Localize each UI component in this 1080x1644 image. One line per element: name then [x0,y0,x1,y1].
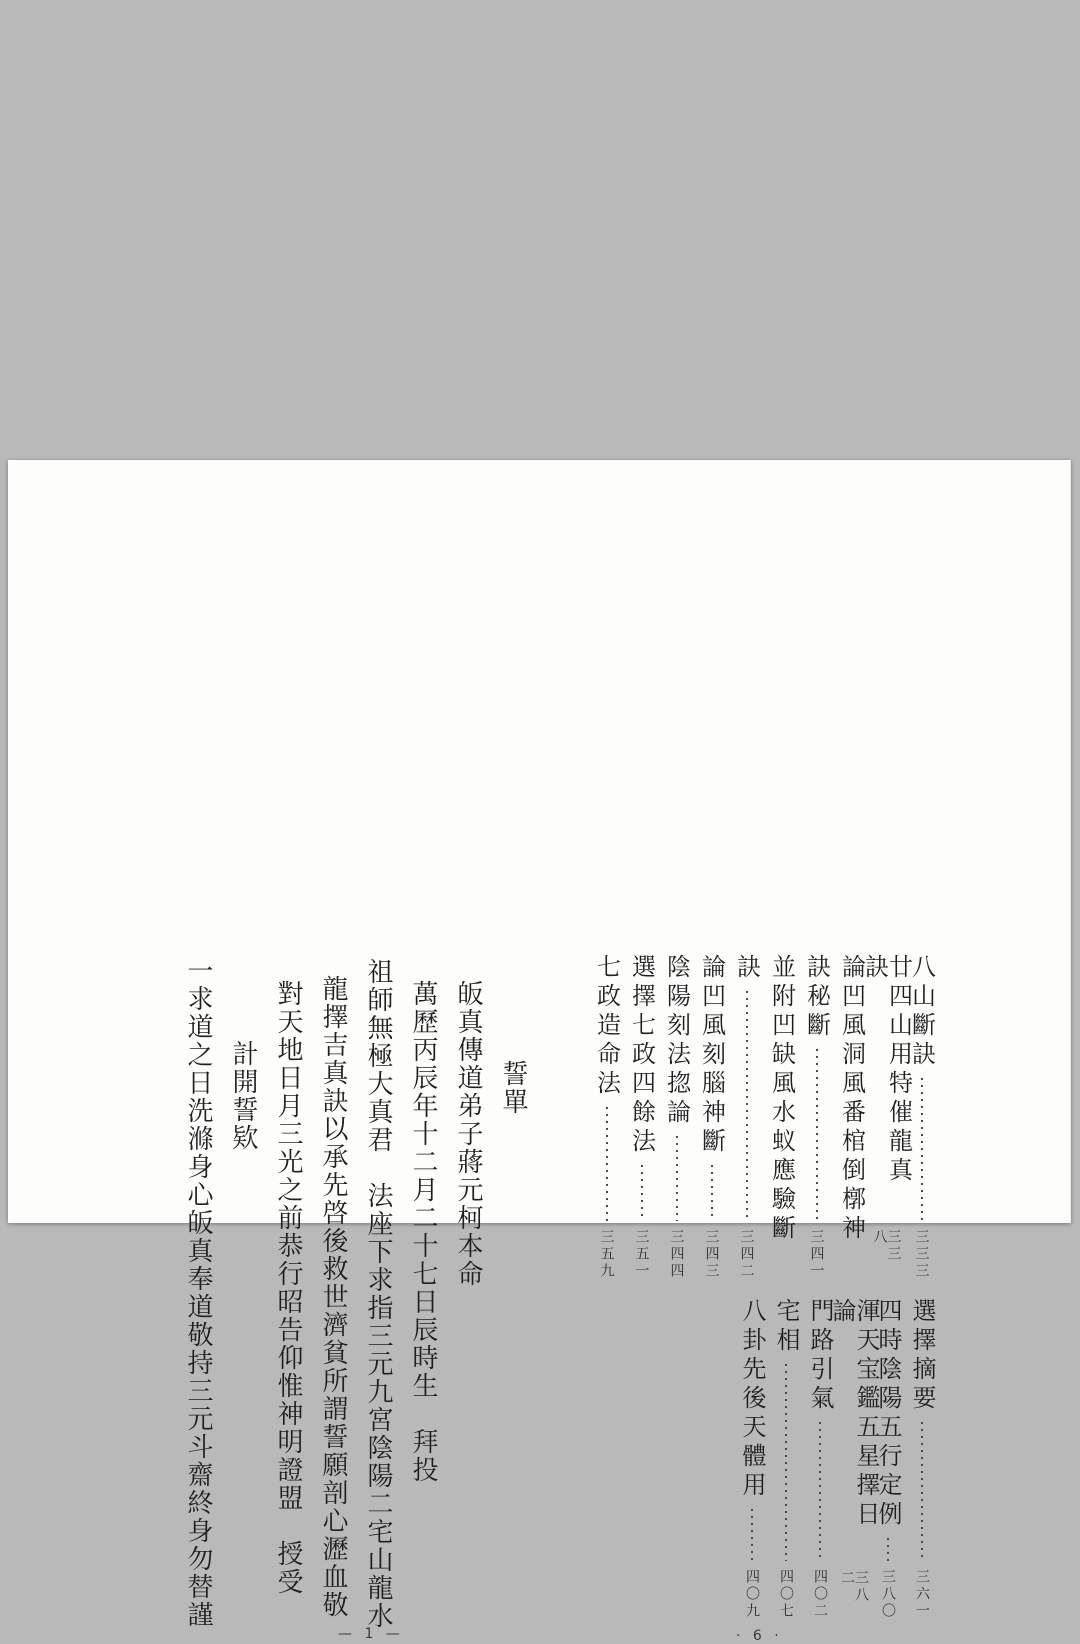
toc-entry-title: 訣秘斷 [802,954,831,1041]
folio-right: · 6 · [736,1628,783,1644]
toc-entry-page: 四〇七 [778,1569,794,1620]
toc-entry-title: 選擇七政四餘法 [627,954,656,1157]
oath-column: 萬歷丙辰年十二月二十七日辰時生 拜投 [408,980,438,1484]
toc-entry [729,954,764,1280]
toc-entry-title: 廿四山用特催龍真訣 [860,954,913,1186]
toc-entry [834,954,869,1280]
toc-entry-page: 三八〇 [880,1569,896,1620]
dotted-leader [676,1136,678,1221]
oath-column: 一求道之日洗滌身心皈真奉道敬持三元斗齋終身勿替謹 [183,957,213,1629]
toc-entry [769,1298,803,1620]
toc-entry-page: 三四二 [738,1229,755,1280]
toc-entry [905,1298,939,1620]
dotted-leader [921,1078,923,1221]
dotted-leader [785,1364,787,1561]
oath-title-column: 誓單 [498,1060,528,1116]
toc-entry [694,954,729,1280]
toc-entry-title: 並附凹缺風水蚁應驗斷 [767,954,796,1244]
toc-entry-page: 三五一 [633,1229,650,1280]
toc-entry-title: 宅相 [772,1298,800,1356]
toc-entry-title: 八山斷訣 [907,954,936,1070]
toc-entry [828,1298,880,1620]
dotted-leader [887,1538,889,1561]
toc-entry-title: 論凹風刻腦神斷 [697,954,726,1157]
toc-entry-page: 三六一 [914,1569,930,1620]
toc-section-2 [735,1298,939,1620]
toc-entry-title: 八卦先後天體用 [738,1298,766,1501]
toc-entry [799,954,834,1280]
toc-entry-page: 三三八 [871,1229,902,1264]
oath-column: 皈真傳道弟子蔣元柯本命 [453,980,483,1288]
toc-entry-page: 三四四 [668,1229,685,1280]
toc-entry [860,954,913,1280]
toc-entry-title: 四時陰陽五行定例 [874,1298,902,1530]
toc-entry [735,1298,769,1620]
oath-subtitle-column: 計開誓欵 [228,1040,258,1152]
folio-left: — 1 — [338,1626,404,1642]
toc-section-1 [589,954,939,1280]
toc-entry-page: 三四三 [703,1229,720,1280]
dotted-leader [816,1049,818,1221]
toc-entry-page: 三八二 [839,1569,869,1604]
toc-entry-title: 門路引氣 [806,1298,834,1414]
dotted-leader [606,1107,608,1221]
oath-column: 龍擇吉真訣以承先啓後救世濟貧所謂誓願剖心瀝血敬 [318,975,348,1619]
dotted-leader [751,1509,753,1561]
toc-entry-page: 三五九 [598,1229,615,1280]
toc-entry-page: 三三三 [913,1229,930,1280]
oath-text-block [166,955,528,1630]
toc-entry [589,954,624,1280]
toc-entry-title: 渾天宝鑑五星擇日論 [828,1298,880,1530]
toc-entry-title: 陰陽刻法㧾論 [662,954,691,1128]
dotted-leader [746,991,748,1221]
toc-entry [764,954,799,1280]
toc-entry-title: 七政造命法 [592,954,621,1099]
toc-entry-page: 三四一 [808,1229,825,1280]
toc-entry-title: 選擇摘要 [908,1298,936,1414]
toc-entry [624,954,659,1280]
dotted-leader [641,1165,643,1221]
toc-entry [659,954,694,1280]
book-page-spread [8,460,1071,1644]
oath-column: 祖師無極大真君 法座下求指三元九宮陰陽二宅山龍水 [363,958,393,1630]
toc-entry-page: 四〇九 [744,1569,760,1620]
toc-entry-title: 訣 [732,954,761,983]
dotted-leader [711,1165,713,1221]
dotted-leader [819,1422,821,1561]
toc-entry-page: 四〇二 [812,1569,828,1620]
toc-entry-title: 論凹風洞風番棺倒槨神 [837,954,866,1244]
dotted-leader [921,1422,923,1561]
oath-column: 對天地日月三光之前恭行昭告仰惟神明證盟 授受 [273,980,303,1596]
